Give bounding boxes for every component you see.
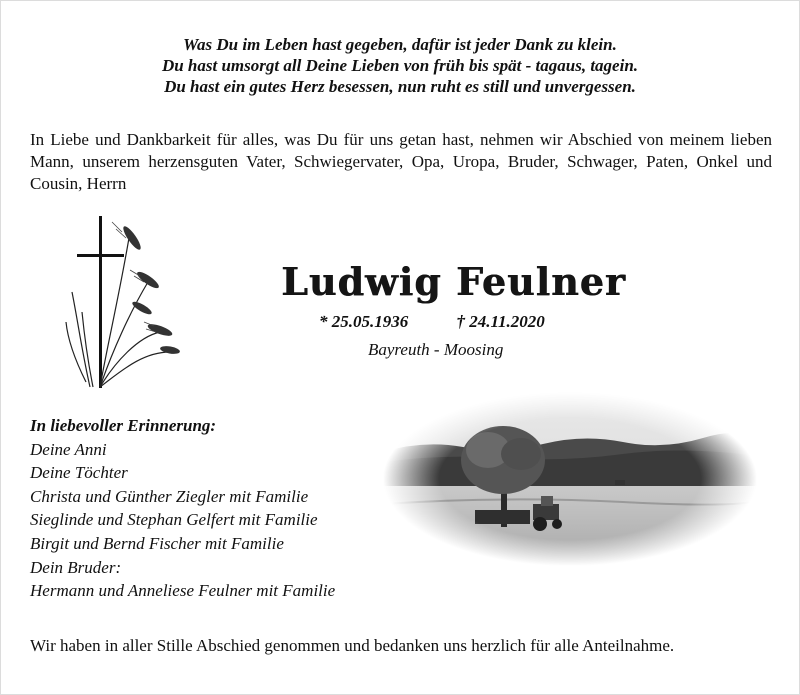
mourners-heading: In liebevoller Erinnerung:	[30, 416, 217, 435]
poem-line-1: Was Du im Leben hast gegeben, dafür ist jeder Dank zu klein.	[183, 35, 617, 54]
mourner-line: Deine Töchter	[30, 463, 128, 483]
poem-line-3: Du hast ein gutes Herz besessen, nun ruht es still und unvergessen.	[164, 77, 636, 96]
deceased-name: Ludwig Feulner	[281, 259, 626, 304]
mourner-line: Hermann und Anneliese Feulner mit Familie	[30, 581, 336, 601]
poem	[0, 34, 800, 97]
poem-line-2: Du hast umsorgt all Deine Lieben von früh bis spät - tagaus, tagein.	[161, 56, 639, 75]
mourner-line: Sieglinde und Stephan Gelfert mit Familie	[30, 510, 318, 530]
life-dates	[319, 312, 545, 332]
mourners-list	[30, 414, 335, 603]
mourner-line: Birgit und Bernd Fischer mit Familie	[30, 533, 284, 553]
birth-date: * 25.05.1936	[319, 312, 409, 331]
landscape-tractor-photo	[383, 392, 758, 566]
mourner-line: Christa und Günther Ziegler mit Familie	[30, 486, 309, 506]
intro-text: In Liebe und Dankbarkeit für alles, was Du für uns getan hast, nehmen wir Abschied von meinem lieben Mann, unserem herzensguten Vater, Schwiegervater, Opa, Uropa, Bruder, Schwager, Paten, Onkel und Cousin, Herrn	[30, 130, 772, 193]
place: Bayreuth - Moosing	[368, 340, 504, 359]
mourner-line: Deine Anni	[30, 439, 107, 459]
cross-with-wheat-icon	[60, 212, 180, 392]
mourner-line: Dein Bruder:	[30, 557, 122, 577]
death-date: † 24.11.2020	[456, 312, 545, 331]
closing-text: Wir haben in aller Stille Abschied genommen und bedanken uns herzlich für alle Anteilnahme.	[30, 636, 675, 655]
